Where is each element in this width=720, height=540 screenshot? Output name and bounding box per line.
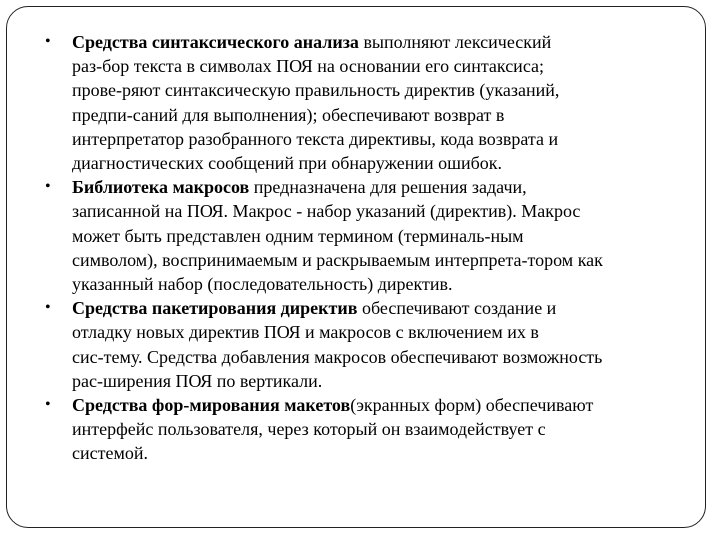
bold-term: Средства синтаксического анализа — [72, 32, 359, 52]
text-run: обеспечивают создание и — [357, 298, 557, 319]
bold-term: Средства фор-мирования макетов — [72, 395, 351, 416]
text-run: (экранных форм) обеспечивают — [350, 395, 594, 416]
bullet-dot-icon: • — [45, 299, 51, 317]
text-line: предпи-саний для выполнения); обеспечивают возврат в — [72, 104, 505, 125]
text-line: интерфейс пользователя, через который он взаимодействует с — [72, 419, 546, 440]
text-line: может быть представлен одним термином (терминаль-ным — [72, 225, 524, 246]
text-run: предназначена для решения задачи, — [249, 177, 527, 198]
bullet-item-macro-library — [45, 175, 681, 296]
bullet-item-syntax-analysis — [45, 30, 681, 175]
text-line: системой. — [72, 443, 148, 464]
bullet-dot-icon: • — [45, 178, 51, 196]
text-line: указанный набор (последовательность) директив. — [72, 274, 453, 295]
text-run: выполняют лексический — [358, 32, 552, 52]
text-line — [72, 296, 681, 320]
bullet-dot-icon: • — [45, 396, 51, 414]
text-line: сис-тему. Средства добавления макросов обеспечивают возможность — [72, 346, 603, 367]
bullet-dot-icon: • — [45, 33, 51, 50]
text-line: раз-бор текста в символах ПОЯ на основании его синтаксиса; — [72, 56, 545, 77]
bullet-list — [45, 30, 681, 466]
text-line: рас-ширения ПОЯ по вертикали. — [72, 370, 323, 391]
slide-frame — [6, 6, 706, 528]
text-line — [72, 393, 681, 417]
text-line: диагностических сообщений при обнаружении ошибок. — [72, 153, 503, 174]
bold-term: Средства пакетирования директив — [72, 298, 358, 319]
text-line: интерпретатор разобранного текста директивы, кода возврата и — [72, 128, 559, 149]
text-line — [72, 30, 681, 54]
text-line: записанной на ПОЯ. Макрос - набор указаний (директив). Макрос — [72, 201, 581, 222]
text-line: прове-ряют синтаксическую правильность директив (указаний, — [72, 80, 560, 101]
text-line: символом), воспринимаемым и раскрываемым интерпрета-тором как — [72, 249, 603, 270]
bullet-item-directive-packaging — [45, 296, 681, 393]
text-line: отладку новых директив ПОЯ и макросов с включением их в — [72, 322, 539, 343]
bullet-item-layout-forming — [45, 393, 681, 466]
text-line — [72, 175, 681, 199]
bold-term: Библиотека макросов — [72, 177, 250, 198]
